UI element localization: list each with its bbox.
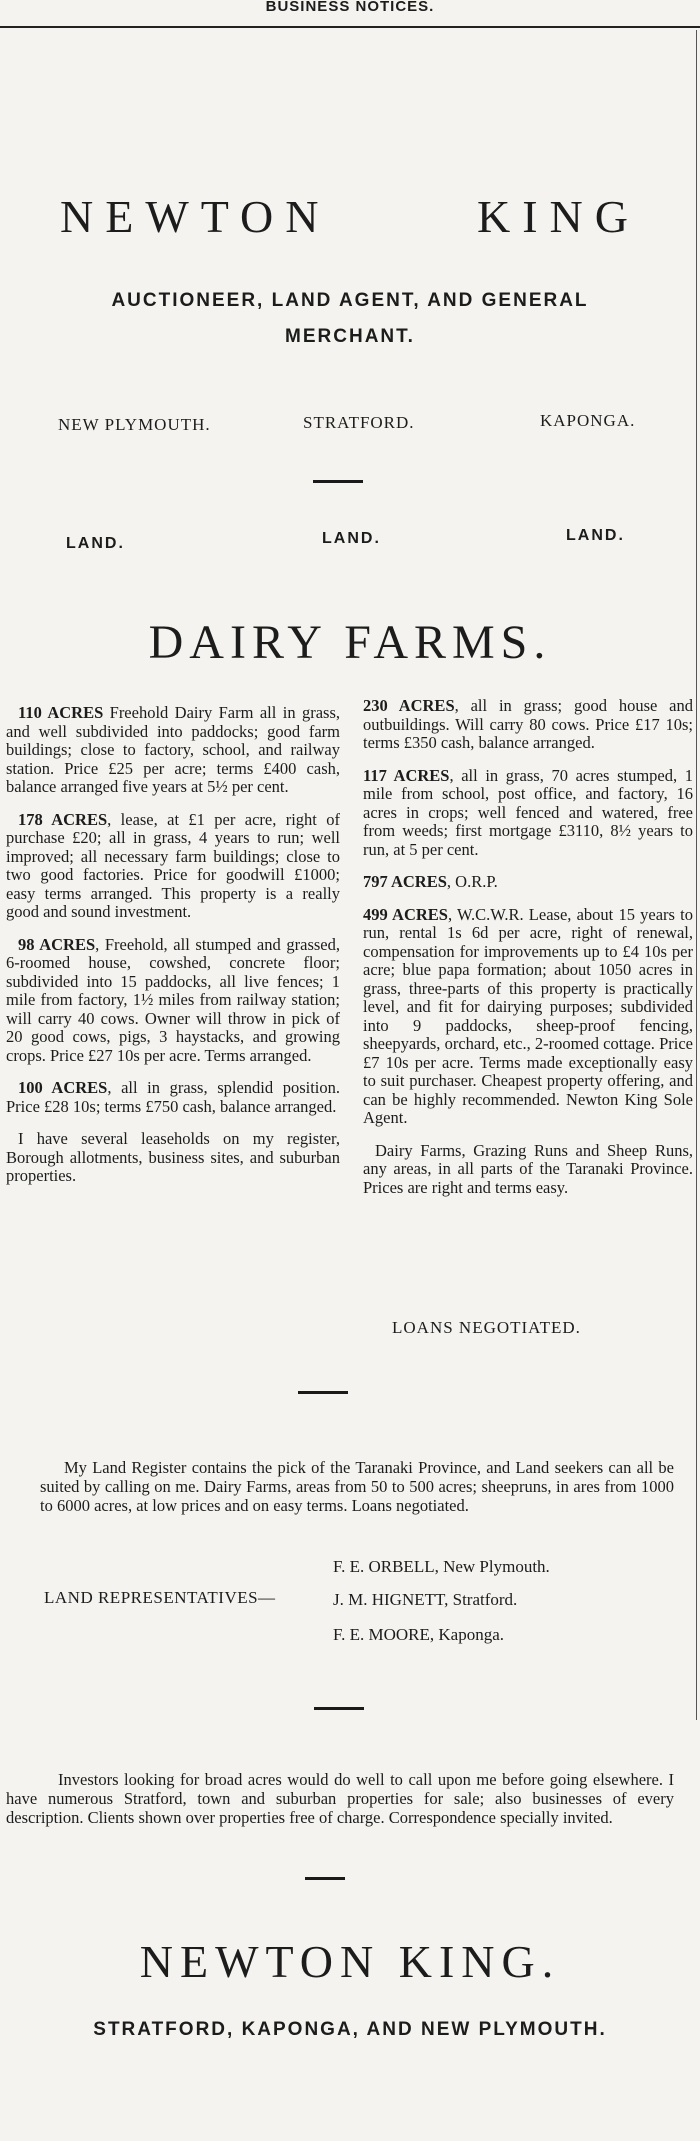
footer-brand: NEWTON KING. bbox=[139, 1936, 561, 1987]
advert-subtitle-2: MERCHANT. bbox=[285, 326, 415, 347]
land-heading-1: LAND. bbox=[66, 535, 125, 552]
divider-2 bbox=[298, 1391, 348, 1394]
listing-230-acres: 230 ACRES, all in grass; good house and outbuildings. Will carry 80 cows. Price £17 10s; terms £350 cash, balance arranged. bbox=[363, 696, 693, 752]
register-paragraph: My Land Register contains the pick of the Taranaki Province, and Land seekers can all be suited by calling on me. Dairy Farms, areas from 50 to 500 acres; sheepruns, in ares from 1000 to 6000 acres, at low prices and on easy terms. Loans negotiated. bbox=[40, 1458, 674, 1515]
listing-117-acres: 117 ACRES, all in grass, 70 acres stumped, 1 mile from school, post office, and factory, 16 acres in crops; well fenced and watered, free from weeds; first mortgage £3110, 8½ years to run, at 5 per cent. bbox=[363, 765, 693, 859]
listing-100-acres: 100 ACRES, all in grass, splendid position. Price £28 10s; terms £750 cash, balance arranged. bbox=[6, 1078, 340, 1116]
header-rule bbox=[0, 26, 700, 28]
listing-499-acres: 499 ACRES, W.C.W.R. Lease, about 15 years to run, rental 1s 6d per acre, right of renewal, compensation for improvements up to £4 10s per acre; blue papa formation; about 1050 acres in grass, three-parts of this property is practically level, and fit for dairying purposes; subdivided into 9 paddocks, sheep-proof fencing, sheepyards, orchard, etc., 2-roomed cottage. Price £7 10s per acre. Terms made exceptionally easy to suit purchaser. Cheapest property offering, and can be highly recommended. Newton King Sole Agent. bbox=[363, 904, 693, 1127]
town-stratford: STRATFORD. bbox=[303, 413, 415, 432]
brand-last: KING bbox=[477, 191, 640, 242]
advert-subtitle-1: AUCTIONEER, LAND AGENT, AND GENERAL bbox=[111, 290, 589, 311]
column-border bbox=[696, 30, 697, 1720]
listing-178-acres: 178 ACRES, lease, at £1 per acre, right of purchase £20; all in grass, 4 years to run; well improved; all necessary farm buildings; close to two good factories. Price for goodwill £1000; easy terms arranged. This property is a really good and sound investment. bbox=[6, 809, 340, 921]
rep-orbell: F. E. ORBELL, New Plymouth. bbox=[333, 1557, 550, 1576]
advert-brand bbox=[60, 190, 640, 243]
divider-4 bbox=[305, 1877, 345, 1880]
divider-3 bbox=[314, 1707, 364, 1710]
rep-moore: F. E. MOORE, Kaponga. bbox=[333, 1625, 504, 1644]
loans-negotiated: LOANS NEGOTIATED. bbox=[392, 1318, 581, 1337]
divider-1 bbox=[313, 480, 363, 483]
footer-towns: STRATFORD, KAPONGA, AND NEW PLYMOUTH. bbox=[93, 2019, 607, 2040]
listing-98-acres: 98 ACRES, Freehold, all stumped and grassed, 6-roomed house, cowshed, concrete floor; subdivided into 15 paddocks, all live fences; 1 mile from factory, 1½ miles from railway station; will carry 40 cows. Owner will throw in pick of 20 good cows, pigs, 3 haystacks, and growing crops. Price £27 10s per acre. Terms arranged. bbox=[6, 934, 340, 1065]
brand-first: NEWTON bbox=[60, 191, 331, 242]
leaseholds-note: I have several leaseholds on my register, Borough allotments, business sites, and suburban properties. bbox=[6, 1129, 340, 1185]
land-heading-2: LAND. bbox=[322, 530, 381, 547]
reps-label: LAND REPRESENTATIVES— bbox=[44, 1588, 276, 1607]
listing-110-acres: 110 ACRES Freehold Dairy Farm all in grass, and well subdivided into paddocks; good farm buildings; close to factory, school, and railway station. Price £25 per acre; terms £400 cash, balance arranged five years at 5½ per cent. bbox=[6, 703, 340, 796]
listing-797-acres: 797 ACRES, O.R.P. bbox=[363, 872, 498, 891]
rep-hignett: J. M. HIGNETT, Stratford. bbox=[333, 1590, 518, 1609]
land-heading-3: LAND. bbox=[566, 527, 625, 544]
right-column bbox=[363, 697, 693, 1211]
town-new-plymouth: NEW PLYMOUTH. bbox=[58, 415, 211, 434]
left-column bbox=[6, 704, 340, 1200]
section-title: DAIRY FARMS. bbox=[148, 616, 552, 669]
town-kaponga: KAPONGA. bbox=[540, 411, 636, 430]
dairy-farms-note: Dairy Farms, Grazing Runs and Sheep Runs, any areas, in all parts of the Taranaki Province. Prices are right and terms easy. bbox=[363, 1140, 693, 1197]
page-header: BUSINESS NOTICES. bbox=[265, 0, 435, 15]
investors-paragraph: Investors looking for broad acres would do well to call upon me before going elsewhere. I have numerous Stratford, town and suburban properties for sale; also businesses of every description. Clients shown over properties free of charge. Correspondence specially invited. bbox=[6, 1770, 674, 1827]
